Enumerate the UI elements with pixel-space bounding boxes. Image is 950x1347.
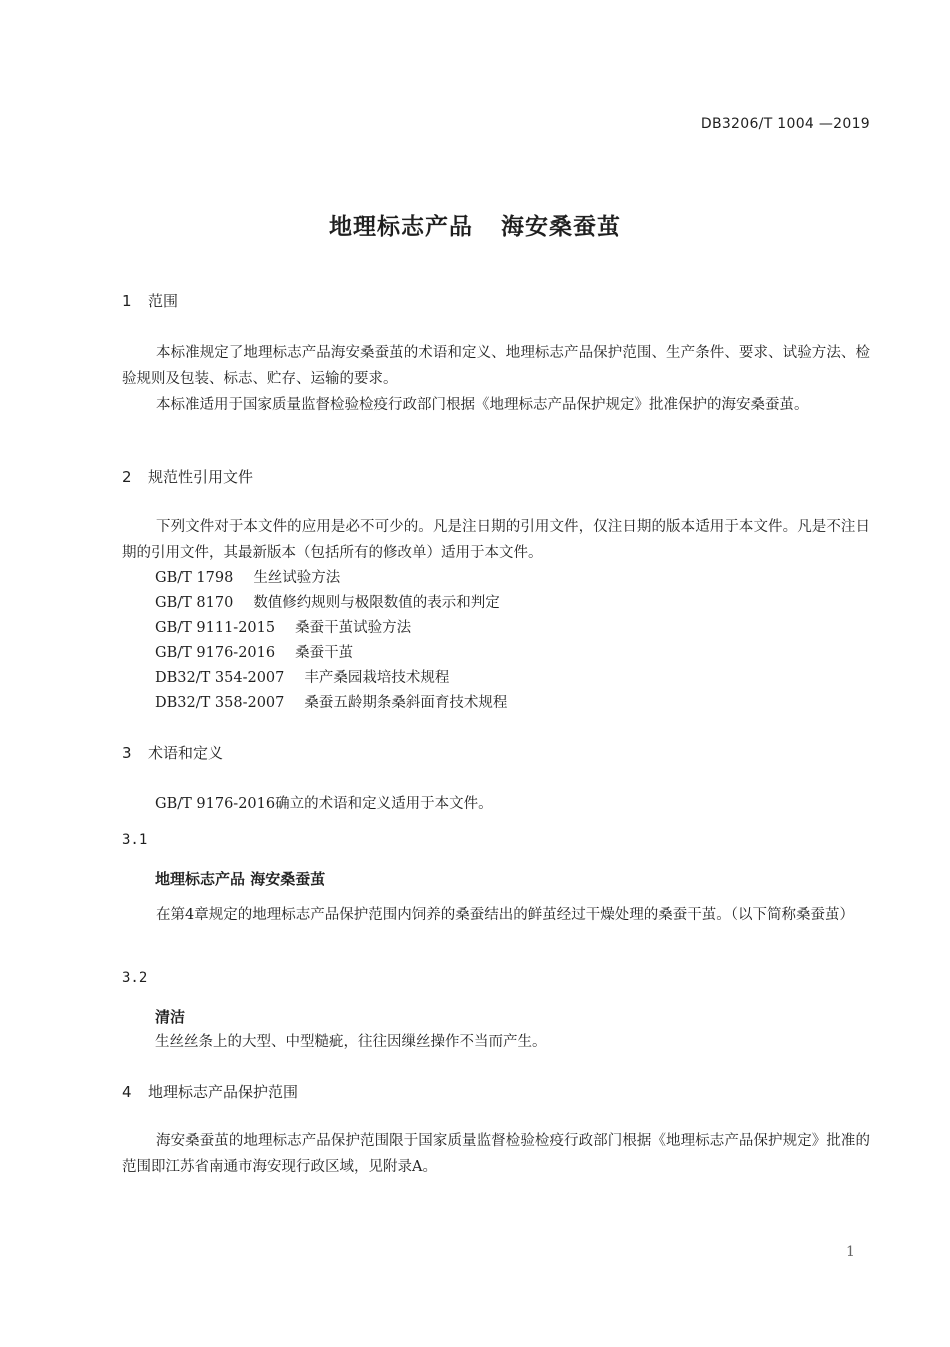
- reference-code: GB/T 9111-2015: [155, 620, 276, 636]
- term-title: 地理标志产品 海安桑蚕茧: [155, 870, 326, 888]
- section-title: 规范性引用文件: [148, 468, 254, 486]
- reference-item: [155, 666, 449, 687]
- reference-code: GB/T 8170: [155, 595, 234, 611]
- term-definition: 生丝丝条上的大型、中型糙疵，往往因缫丝操作不当而产生。: [155, 1034, 547, 1050]
- reference-item: [155, 616, 411, 637]
- section-3-heading: [122, 742, 223, 763]
- reference-code: GB/T 9176-2016: [155, 645, 276, 661]
- section-4-heading: [122, 1081, 298, 1102]
- section-number: 1: [122, 292, 132, 310]
- section-1-paragraph-2: 本标准适用于国家质量监督检验检疫行政部门根据《地理标志产品保护规定》批准保护的海安桑蚕茧。: [156, 397, 809, 413]
- term-number: 3.1: [122, 832, 148, 848]
- section-number: 2: [122, 468, 132, 486]
- reference-title: 桑蚕干茧: [295, 645, 354, 661]
- title-part-1: 地理标志产品: [329, 214, 473, 240]
- section-title: 范围: [148, 292, 179, 310]
- term-definition: 在第4章规定的地理标志产品保护范围内饲养的桑蚕结出的鲜茧经过干燥处理的桑蚕干茧。（以下简称桑蚕茧）: [156, 907, 854, 923]
- document-title: [0, 208, 950, 241]
- section-number: 4: [122, 1083, 132, 1101]
- reference-item: [155, 641, 353, 662]
- section-1-heading: [122, 290, 178, 311]
- section-2-intro: 下列文件对于本文件的应用是必不可少的。凡是注日期的引用文件，仅注日期的版本适用于本文件。凡是不注日期的引用文件，其最新版本（包括所有的修改单）适用于本文件。: [122, 519, 870, 561]
- section-title: 地理标志产品保护范围: [148, 1083, 299, 1101]
- section-1-paragraph-1: 本标准规定了地理标志产品海安桑蚕茧的术语和定义、地理标志产品保护范围、生产条件、要求、试验方法、检验规则及包装、标志、贮存、运输的要求。: [122, 345, 870, 387]
- section-2-heading: [122, 466, 253, 487]
- reference-title: 桑蚕五龄期条桑斜面育技术规程: [304, 695, 508, 711]
- title-part-2: 海安桑蚕茧: [501, 214, 621, 240]
- page-number: 1: [846, 1244, 855, 1260]
- reference-title: 丰产桑园栽培技术规程: [304, 670, 450, 686]
- section-4-paragraph: 海安桑蚕茧的地理标志产品保护范围限于国家质量监督检验检疫行政部门根据《地理标志产品保护规定》批准的范围即江苏省南通市海安现行政区域，见附录A。: [122, 1133, 870, 1175]
- term-number: 3.2: [122, 970, 148, 986]
- reference-code: DB32/T 354-2007: [155, 670, 285, 686]
- reference-title: 生丝试验方法: [253, 570, 341, 586]
- reference-title: 桑蚕干茧试验方法: [295, 620, 412, 636]
- reference-code: DB32/T 358-2007: [155, 695, 285, 711]
- term-title: 清洁: [155, 1008, 186, 1026]
- section-title: 术语和定义: [148, 744, 224, 762]
- reference-item: [155, 691, 507, 712]
- reference-code: GB/T 1798: [155, 570, 234, 586]
- reference-item: [155, 591, 500, 612]
- section-3-intro: GB/T 9176-2016确立的术语和定义适用于本文件。: [155, 796, 493, 812]
- section-number: 3: [122, 744, 132, 762]
- document-code: DB3206/T 1004 —2019: [700, 116, 870, 132]
- reference-item: [155, 566, 340, 587]
- reference-title: 数值修约规则与极限数值的表示和判定: [253, 595, 500, 611]
